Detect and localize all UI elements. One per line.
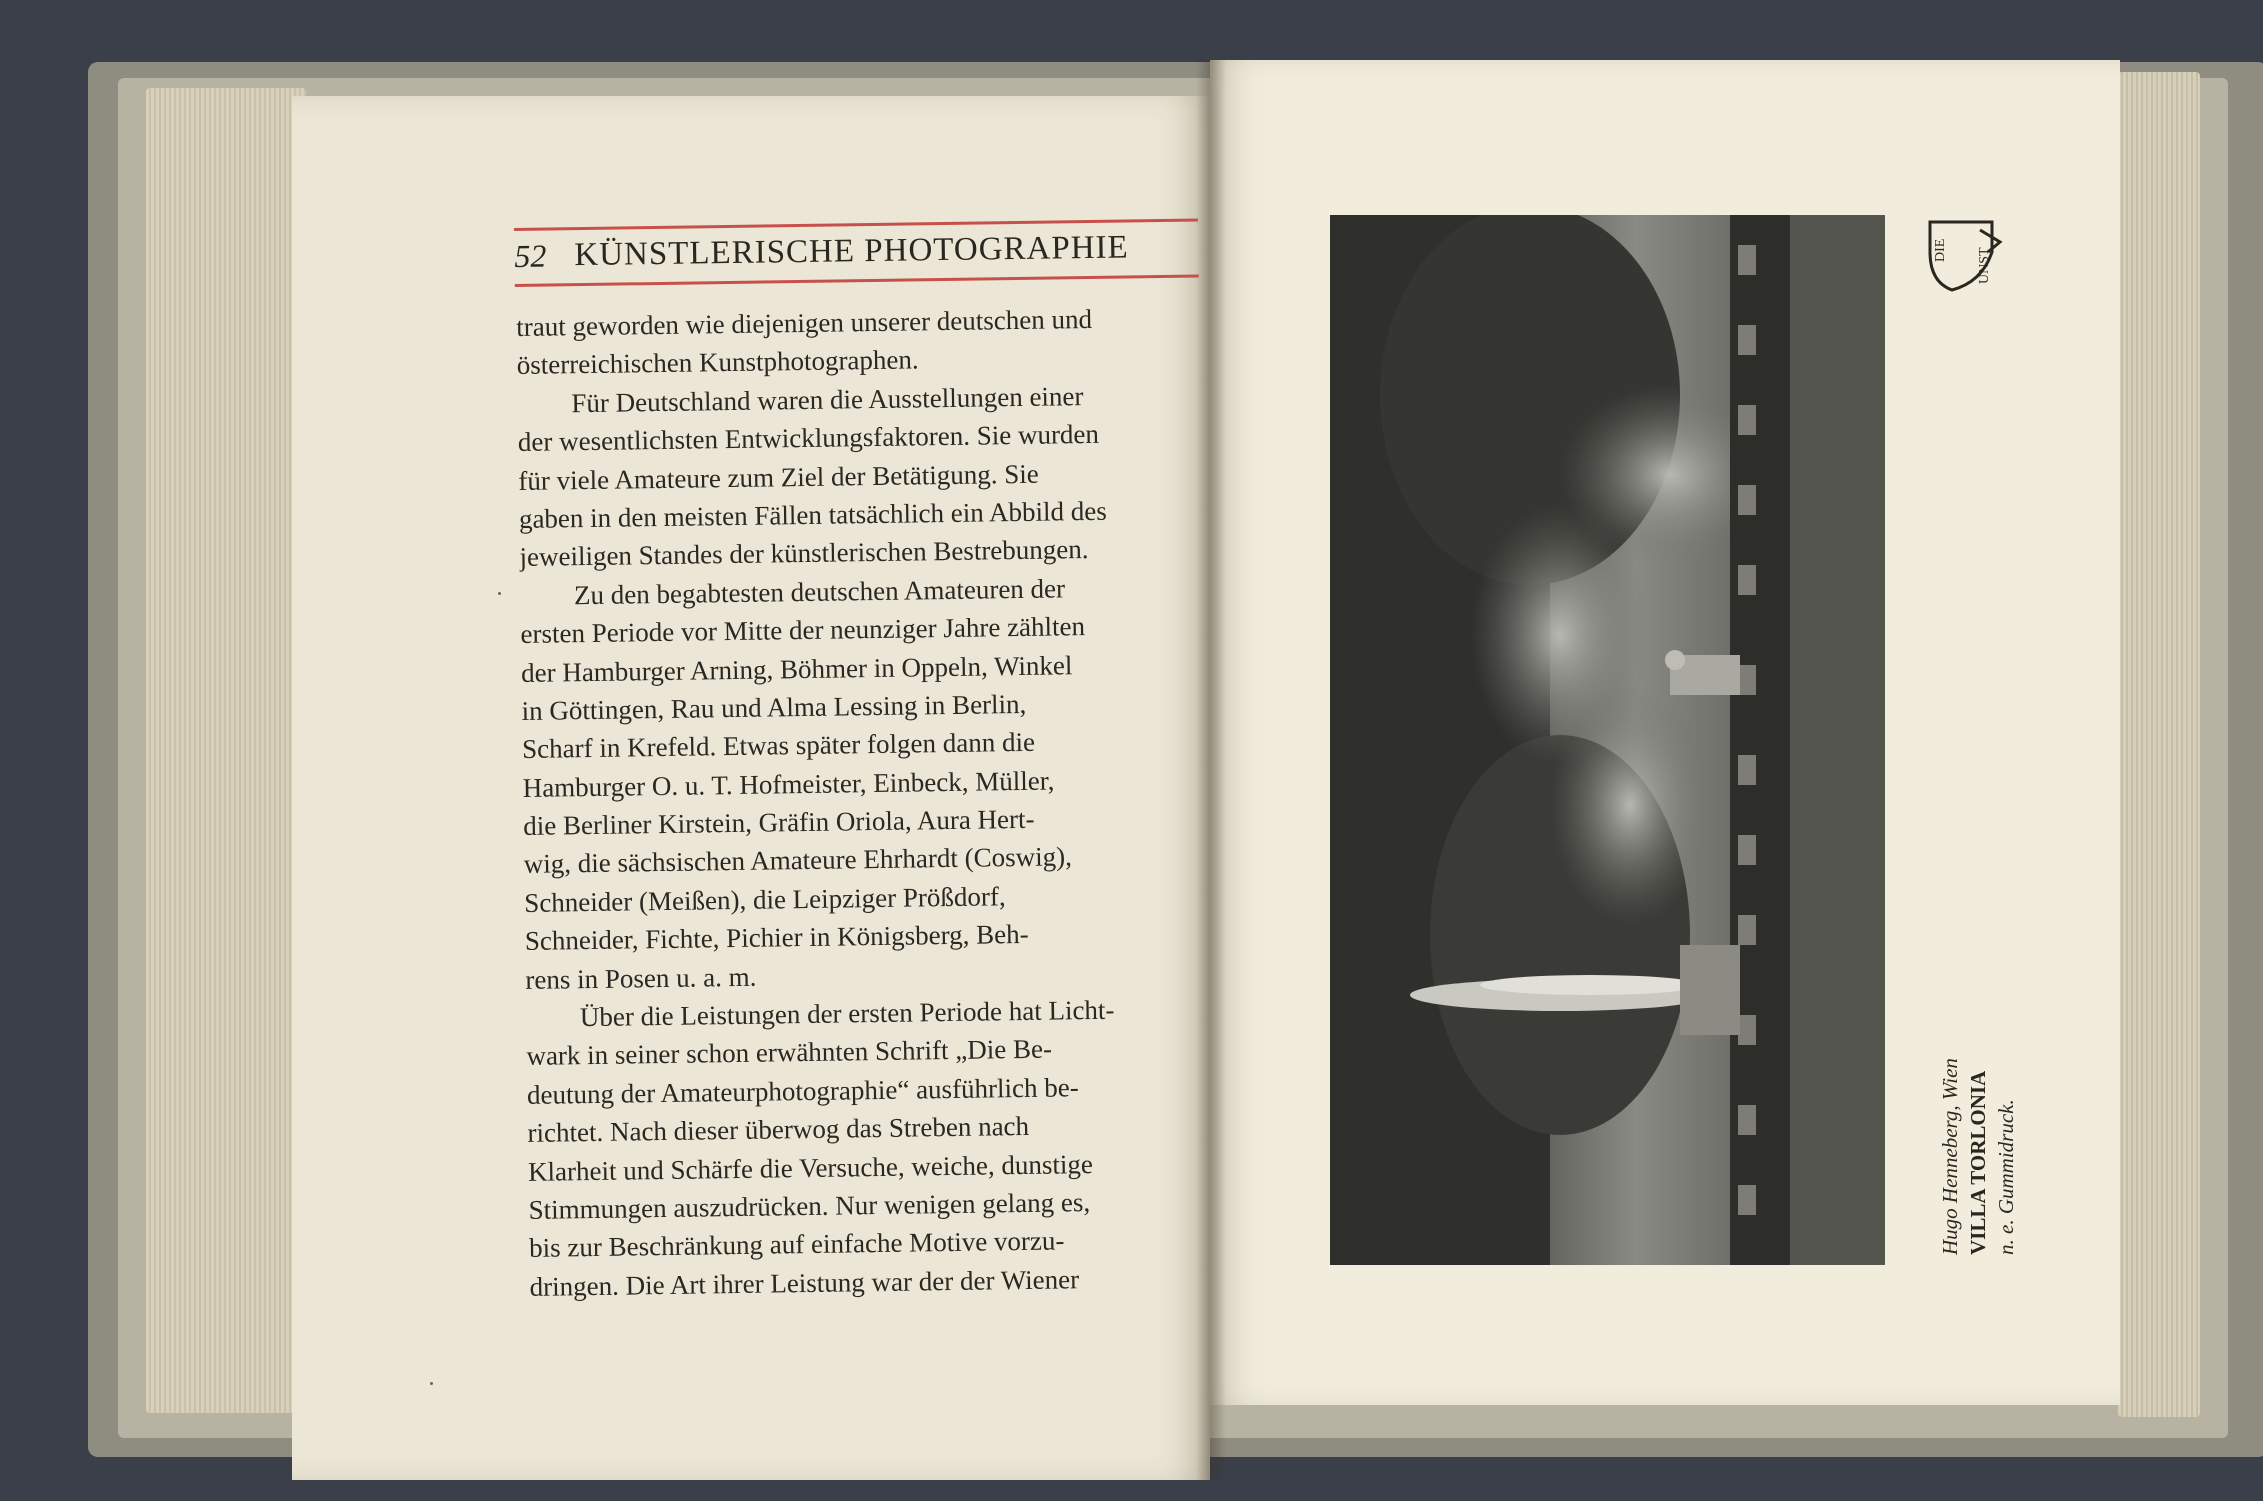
text-line: Schneider, Fichte, Pichier in Königsberg, Beh-: [524, 919, 1029, 957]
text-line: Hamburger O. u. T. Hofmeister, Einbeck, Müller,: [522, 765, 1055, 803]
text-line: bis zur Beschränkung auf einfache Motive vorzu-: [528, 1225, 1065, 1264]
text-line: rens in Posen u. a. m.: [525, 961, 757, 995]
caption-technique: n. e. Gummidruck.: [1994, 1099, 2018, 1255]
logo-text-bottom: UNST: [1977, 247, 1992, 284]
text-line: Schneider (Meißen), die Leipziger Prößdorf,: [524, 881, 1006, 918]
logo-text-top: DIE: [1933, 238, 1948, 262]
text-line: die Berliner Kirstein, Gräfin Oriola, Aura Hert-: [523, 803, 1035, 842]
text-line: richtet. Nach dieser überwog das Streben nach: [527, 1111, 1030, 1149]
text-line: Für Deutschland waren die Ausstellungen einer: [571, 380, 1084, 419]
paper-speck: [498, 592, 501, 595]
text-line: Klarheit und Schärfe die Versuche, weiche, dunstige: [527, 1148, 1094, 1187]
paper-speck: [430, 1382, 433, 1385]
page-number: 52: [514, 237, 547, 274]
text-line: der wesentlichsten Entwicklungsfaktoren. Sie wurden: [517, 419, 1100, 458]
right-page-edges: [2118, 72, 2200, 1417]
caption-author: Hugo Henneberg, Wien: [1938, 1058, 1962, 1255]
text-line: deutung der Amateurphotographie“ ausführlich be-: [526, 1072, 1079, 1110]
text-line: dringen. Die Art ihrer Leistung war der der Wiener: [529, 1263, 1080, 1302]
text-line: Über die Leistungen der ersten Periode hat Licht-: [579, 994, 1115, 1033]
text-line: wig, die sächsischen Amateure Ehrhardt (Coswig),: [523, 841, 1073, 880]
text-line: Stimmungen auszudrücken. Nur wenigen gelang es,: [528, 1187, 1091, 1225]
left-page-edges: [146, 88, 306, 1413]
text-line: jeweiligen Standes der künstlerischen Bestrebungen.: [519, 534, 1089, 573]
text-line: Zu den begabtesten deutschen Amateuren der: [573, 573, 1066, 610]
publisher-logo-icon: [1922, 212, 2022, 302]
running-header: [514, 218, 1199, 290]
text-line: Scharf in Krefeld. Etwas später folgen dann die: [521, 727, 1036, 765]
text-line: traut geworden wie diejenigen unserer deutschen und: [516, 303, 1093, 342]
text-line: gaben in den meisten Fällen tatsächlich ein Abbild des: [518, 495, 1107, 534]
photo-caption: [1936, 955, 2046, 1255]
running-title: KÜNSTLERISCHE PHOTOGRAPHIE: [574, 229, 1129, 274]
caption-title: VILLA TORLONIA: [1966, 1070, 1990, 1255]
text-line: der Hamburger Arning, Böhmer in Oppeln, Winkel: [520, 649, 1073, 688]
text-line: wark in seiner schon erwähnten Schrift „Die Be-: [526, 1034, 1053, 1072]
body-text: [516, 298, 1238, 1306]
text-line: ersten Periode vor Mitte der neunziger Jahre zählten: [520, 611, 1086, 650]
text-line: in Göttingen, Rau und Alma Lessing in Berlin,: [521, 688, 1027, 726]
photograph-villa-torlonia: [1330, 215, 1885, 1265]
text-line: österreichischen Kunstphotographen.: [516, 344, 919, 381]
text-line: für viele Amateure zum Ziel der Betätigung. Sie: [518, 458, 1039, 496]
